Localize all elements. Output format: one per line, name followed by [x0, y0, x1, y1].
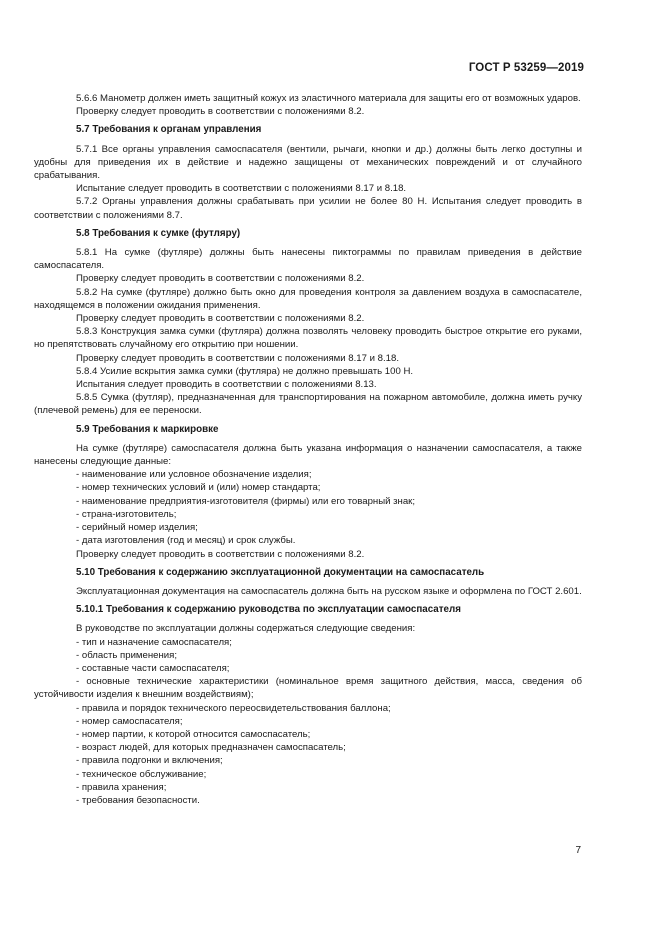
paragraph: 5.6.6 Манометр должен иметь защитный кожух из эластичного материала для защиты его от возможных ударов. [76, 93, 581, 104]
list-item: - правила хранения; [76, 781, 167, 793]
paragraph: 5.8.1 На сумке (футляре) должны быть нанесены пиктограммы по правилам приведения в действие самоспасателя. [34, 247, 582, 272]
list-item: - страна-изготовитель; [76, 508, 177, 520]
list-item: - дата изготовления (год и месяц) и срок службы. [76, 535, 296, 547]
list-item: - наименование предприятия-изготовителя (фирмы) или его товарный знак; [76, 495, 416, 507]
list-item: - наименование или условное обозначение изделия; [76, 469, 312, 481]
paragraph: 5.7.2 Органы управления должны срабатывать при усилии не более 80 Н. Испытания следует проводить в соответствии с положениями 8.7. [34, 196, 582, 221]
standard-designation: ГОСТ Р 53259—2019 [468, 62, 584, 74]
paragraph: В руководстве по эксплуатации должны содержаться следующие сведения: [76, 623, 416, 635]
list-item: - номер самоспасателя; [76, 715, 183, 727]
paragraph: 5.8.3 Конструкция замка сумки (футляра) должна позволять человеку проводить быстрое открытие его руками, но препятствовать случайному его открытию при ношении. [34, 326, 582, 351]
list-item: - правила и порядок технического переосвидетельствования баллона; [76, 702, 391, 714]
list-item: - серийный номер изделия; [76, 522, 198, 534]
paragraph: Проверку следует проводить в соответствии с положениями 8.2. [76, 106, 365, 118]
paragraph: Проверку следует проводить в соответствии с положениями 8.2. [76, 313, 365, 325]
paragraph: Эксплуатационная документация на самоспасатель должна быть на русском языке и оформлена по ГОСТ 2.601. [76, 585, 582, 597]
paragraph: 5.8.4 Усилие вскрытия замка сумки (футляра) не должно превышать 100 Н. [76, 365, 414, 377]
paragraph: Испытание следует проводить в соответствии с положениями 8.17 и 8.18. [76, 183, 407, 195]
paragraph: 5.8.5 Сумка (футляр), предназначенная для транспортирования на пожарном автомобиле, должна иметь ручку (плечевой ремень) для ее переноски. [34, 392, 582, 417]
list-item: - номер партии, к которой относится самоспасатель; [76, 728, 311, 740]
list-item: - номер технических условий и (или) номер стандарта; [76, 482, 321, 494]
section-heading: 5.10 Требования к содержанию эксплуатационной документации на самоспасатель [76, 566, 485, 578]
page-number: 7 [575, 845, 581, 856]
paragraph: - основные технические характеристики (номинальное время защитного действия, масса, сведения об устойчивости изделия к внешним воздействиям); [34, 676, 582, 701]
list-item: - возраст людей, для которых предназначен самоспасатель; [76, 742, 346, 754]
list-item: - требования безопасности. [76, 794, 200, 806]
paragraph: Проверку следует проводить в соответствии с положениями 8.2. [76, 548, 365, 560]
section-heading: 5.9 Требования к маркировке [76, 423, 219, 435]
paragraph: Проверку следует проводить в соответствии с положениями 8.2. [76, 273, 365, 285]
paragraph: Испытания следует проводить в соответствии с положениями 8.13. [76, 379, 377, 391]
list-item: - область применения; [76, 649, 178, 661]
list-item: - составные части самоспасателя; [76, 662, 230, 674]
paragraph: 5.7.1 Все органы управления самоспасателя (вентили, рычаги, кнопки и др.) должны быть легко доступны и удобны для приведения их в действие и надежно защищены от механических повреждений и от случайного срабатывания. [34, 143, 582, 182]
paragraph: 5.8.2 На сумке (футляре) должно быть окно для проведения контроля за давлением воздуха в самоспасателе, находящемся в положении ожидания применения. [34, 286, 582, 311]
section-heading: 5.8 Требования к сумке (футляру) [76, 227, 241, 239]
section-heading: 5.7 Требования к органам управления [76, 124, 262, 136]
document-body [34, 92, 582, 807]
paragraph: Проверку следует проводить в соответствии с положениями 8.17 и 8.18. [76, 352, 399, 364]
paragraph: На сумке (футляре) самоспасателя должна быть указана информация о назначении самоспасателя, а также нанесены следующие данные: [34, 442, 582, 468]
section-heading: 5.10.1 Требования к содержанию руководства по эксплуатации самоспасателя [76, 604, 461, 616]
list-item: - тип и назначение самоспасателя; [76, 636, 232, 648]
list-item: - правила подгонки и включения; [76, 755, 223, 767]
list-item: - техническое обслуживание; [76, 768, 207, 780]
